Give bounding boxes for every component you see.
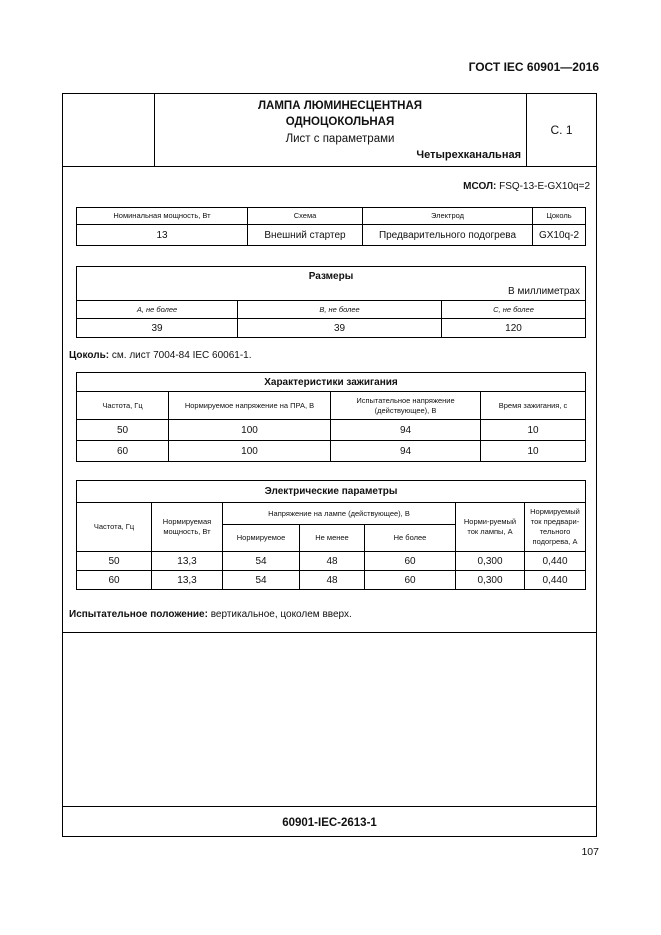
table-header: Нормируемое напряжение на ПРА, В <box>169 392 331 420</box>
table-header: Частота, Гц <box>77 392 169 420</box>
parameter-sheet-frame <box>62 93 597 837</box>
subtitle: Лист с параметрами <box>285 133 395 145</box>
test-position-label: Испытательное положение: <box>69 609 208 620</box>
table-header: A, не более <box>77 301 238 319</box>
msol-value: FSQ-13-E-GX10q=2 <box>499 181 590 192</box>
table-cell: 120 <box>442 319 586 338</box>
dimensions-title: Размеры <box>308 271 354 282</box>
table-header: Не более <box>365 525 456 552</box>
sheet-header <box>63 94 596 167</box>
title-line-2: ОДНОЦОКОЛЬНАЯ <box>285 116 395 128</box>
table-header: Номинальная мощность, Вт <box>77 208 248 225</box>
base-note-text: см. лист 7004-84 IEC 60061-1. <box>109 350 252 361</box>
table-header: Цоколь <box>533 208 586 225</box>
general-table <box>76 207 586 246</box>
electrical-title: Электрические параметры <box>77 481 586 503</box>
table-cell: 60 <box>365 552 456 571</box>
table-cell: 13,3 <box>152 571 223 590</box>
table-cell: 39 <box>77 319 238 338</box>
table-cell: 10 <box>481 441 586 462</box>
page-number: 107 <box>581 846 599 858</box>
dimensions-title-cell <box>77 267 586 301</box>
sheet-code: 60901-IEC-2613-1 <box>63 806 596 838</box>
msol-designation <box>463 181 590 192</box>
title-line-1: ЛАМПА ЛЮМИНЕСЦЕНТНАЯ <box>257 100 423 112</box>
base-note-label: Цоколь: <box>69 350 110 361</box>
table-header: Нормируемая мощность, Вт <box>152 503 223 552</box>
table-cell: 13,3 <box>152 552 223 571</box>
table-cell: 0,300 <box>456 552 525 571</box>
table-cell: 54 <box>223 571 300 590</box>
table-header: Электрод <box>363 208 533 225</box>
table-cell: 13 <box>77 225 248 246</box>
table-cell: 54 <box>223 552 300 571</box>
table-header: Нормируемый ток предвари-тельного подогрева, А <box>525 503 586 552</box>
table-header: Время зажигания, с <box>481 392 586 420</box>
table-cell: Предварительного подогрева <box>363 225 533 246</box>
section-divider <box>63 632 596 633</box>
table-header: Схема <box>248 208 363 225</box>
lamp-type: Четырехканальная <box>416 149 521 161</box>
table-cell: 60 <box>77 441 169 462</box>
table-cell: 94 <box>331 420 481 441</box>
table-header: Напряжение на лампе (действующее), В <box>223 503 456 525</box>
msol-label: МСОЛ: <box>463 181 497 192</box>
table-header: Испытательное напряжение (действующее), В <box>331 392 481 420</box>
table-cell: 50 <box>77 420 169 441</box>
table-header: B, не более <box>238 301 442 319</box>
table-cell: 0,440 <box>525 571 586 590</box>
base-note <box>69 350 252 361</box>
table-cell: 48 <box>300 552 365 571</box>
table-cell: 100 <box>169 420 331 441</box>
dimensions-unit: В миллиметрах <box>508 286 580 297</box>
table-header: Норми-руемый ток лампы, А <box>456 503 525 552</box>
table-header: Частота, Гц <box>77 503 152 552</box>
dimensions-table <box>76 266 586 338</box>
test-position-note <box>69 609 352 620</box>
header-title-cell <box>154 94 526 166</box>
table-header: C, не более <box>442 301 586 319</box>
table-cell: 0,300 <box>456 571 525 590</box>
standard-number: ГОСТ IEC 60901—2016 <box>468 60 599 74</box>
table-header: Нормируемое <box>223 525 300 552</box>
test-position-text: вертикальное, цоколем вверх. <box>207 609 352 620</box>
ignition-table <box>76 372 586 462</box>
table-cell: 60 <box>77 571 152 590</box>
table-cell: 100 <box>169 441 331 462</box>
table-header: Не менее <box>300 525 365 552</box>
table-cell: 10 <box>481 420 586 441</box>
header-left-cell <box>63 94 155 166</box>
table-cell: GX10q-2 <box>533 225 586 246</box>
table-cell: Внешний стартер <box>248 225 363 246</box>
ignition-title: Характеристики зажигания <box>77 373 586 392</box>
table-cell: 94 <box>331 441 481 462</box>
table-cell: 0,440 <box>525 552 586 571</box>
table-cell: 60 <box>365 571 456 590</box>
table-cell: 50 <box>77 552 152 571</box>
table-cell: 39 <box>238 319 442 338</box>
table-cell: 48 <box>300 571 365 590</box>
electrical-table <box>76 480 586 590</box>
sheet-number: С. 1 <box>526 94 596 166</box>
